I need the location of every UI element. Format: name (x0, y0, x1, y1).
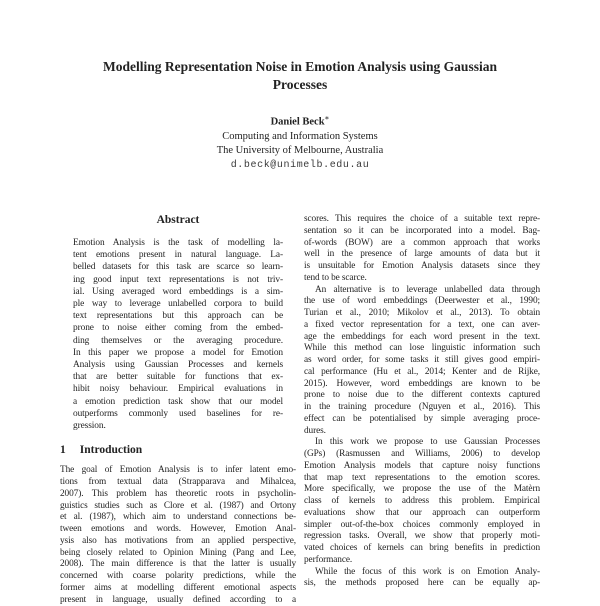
text-line: that are better suitable for functions that ex- (73, 372, 283, 383)
author-affiliation-2: The University of Melbourne, Australia (216, 144, 384, 156)
text-line: tions from textual data (Strapparava and Mihalcea, (60, 477, 296, 487)
text-line: evaluations show that our approach can outperform (304, 507, 540, 518)
author-name-text: Daniel Beck (270, 116, 325, 128)
section-1-heading (60, 444, 296, 456)
text-line: ial. Using averaged word embeddings is a sim- (73, 286, 283, 297)
text-line: In this paper we propose a model for Emotion (73, 347, 283, 358)
text-line: tent emotions present in natural language. La- (73, 250, 283, 261)
text-line: 2007). This problem has theoretic roots in psycholin- (60, 488, 296, 499)
text-line: sentation so it can be incorporated into a model. Bag- (304, 225, 540, 236)
text-line: More specifically, we propose the use of the Matèrn (304, 484, 540, 495)
text-line: concerned with coarse polarity predictions, while the (60, 571, 296, 581)
text-line: sis, the methods proposed here can be equally ap- (304, 578, 540, 589)
text-line: Turian et al., 2010; Mikolov et al., 2013). To obtain (304, 308, 540, 318)
text-line: While the focus of this work is on Emotion Analy- (315, 566, 540, 577)
text-line: age the embeddings for each word present in the text. (304, 331, 540, 342)
text-line: ing good input text representations is not triv- (73, 274, 283, 285)
section-1-number: 1 (60, 444, 66, 457)
text-line: While this method can lose linguistic information such (304, 343, 540, 354)
text-line: simpler out-of-the-box choices commonly employed in (304, 519, 540, 530)
author-name (0, 111, 600, 130)
text-line: prone to noise either coming from the embed- (73, 323, 283, 334)
text-line: ple way to leverage unlabelled corpora to build (73, 299, 283, 310)
text-line: vated choices of kernels can bring benefits in prediction (304, 543, 540, 553)
text-line: outperforms commonly used baselines for re- (73, 408, 283, 419)
text-line: dures. (304, 425, 326, 436)
left-column (60, 214, 296, 605)
right-column (304, 214, 540, 589)
author-email: d.beck@unimelb.edu.au (230, 159, 370, 171)
text-line: tween emotions and words. However, Emotion Anal- (60, 524, 296, 534)
text-line: (GPs) (Rasmussen and Williams, 2006) to develop (304, 449, 540, 459)
text-line: ysis also has motivations from an applied perspective, (60, 535, 296, 546)
text-line: a fixed vector representation for a text, one can aver- (304, 319, 540, 330)
text-line: prone to noise due to the different contexts captured (304, 390, 540, 401)
text-line: Emotion Analysis is the task of modelling la- (73, 238, 283, 248)
text-line: cal performance (Hu et al., 2014; Kenter and de Rijke, (304, 366, 540, 377)
abstract-body (73, 237, 283, 432)
text-line: text representations but this approach can be (73, 311, 283, 322)
paper-title-line-1: Modelling Representation Noise in Emotion Analysis using Gaussian (103, 59, 497, 74)
text-line: as word order, for some tasks it still gives good empiri- (304, 355, 540, 365)
text-line: gression. (73, 421, 106, 432)
text-line: hibit noisy behaviour. Empirical evaluations in (73, 384, 283, 395)
paper-title (0, 58, 600, 94)
text-line: guistics studies such as Clore et al. (1987) and Ortony (60, 500, 296, 511)
text-line: effect can be potentialised by simple averaging proce- (304, 413, 540, 424)
text-line: ding themselves or the averaging procedure. (73, 335, 283, 346)
paragraph (304, 285, 540, 438)
text-line: The goal of Emotion Analysis is to infer latent emo- (60, 465, 296, 476)
section-1-title: Introduction (79, 444, 143, 457)
right-column-body (304, 214, 540, 589)
text-line: that map text representations to the emotion scores. (304, 472, 540, 483)
text-line: scores. This requires the choice of a suitable text repre- (304, 214, 540, 224)
paragraph (60, 465, 296, 605)
paragraph (304, 566, 540, 589)
text-line: et al. (1987), which aim to understand connections be- (60, 512, 296, 523)
paragraph (73, 237, 283, 432)
text-line: in the training procedure (Nguyen et al., 2016). This (304, 402, 540, 412)
text-line: a emotion prediction task show that our model (73, 396, 283, 407)
text-line: regression tasks. Overall, we show that properly moti- (304, 531, 540, 542)
abstract-heading: Abstract (156, 214, 200, 226)
text-line: In this work we propose to use Gaussian Processes (315, 437, 540, 448)
text-line: being closely related to Opinion Mining (Pang and Lee, (60, 547, 296, 558)
text-line: tend to be scarce. (304, 272, 367, 283)
text-line: former aims at modelling different emotional aspects (60, 582, 296, 593)
text-line: well in the presence of large amounts of data but it (304, 249, 540, 260)
text-line: of-words (BOW) are a common approach that works (304, 237, 540, 248)
author-footnote-mark: ∗ (324, 114, 330, 122)
text-line: present in language, usually defined according to a (60, 594, 296, 605)
author-affiliation-1: Computing and Information Systems (222, 130, 378, 142)
paper-title-line-2: Processes (272, 77, 328, 92)
text-line: 2008). The main difference is that the latter is usually (60, 559, 296, 570)
text-line: is unsuitable for Emotion Analysis datasets since they (304, 261, 540, 271)
text-line: class of kernels to address this problem. Empirical (304, 496, 540, 506)
paragraph (304, 437, 540, 566)
paragraph (304, 214, 540, 285)
introduction-body (60, 465, 296, 605)
text-line: the use of word embeddings (Deerwester et al., 1990; (304, 296, 540, 307)
text-line: An alternative is to leverage unlabelled data through (315, 284, 540, 295)
text-line: performance. (304, 554, 353, 565)
text-line: Analysis using Gaussian Processes and kernels (73, 360, 283, 371)
text-line: 2015). However, word embeddings are known to be (304, 378, 540, 389)
text-line: belled datasets for this task are scarce so learn- (73, 262, 283, 273)
text-line: Emotion Analysis models that capture noisy functions (304, 460, 540, 471)
author-block (0, 111, 600, 173)
